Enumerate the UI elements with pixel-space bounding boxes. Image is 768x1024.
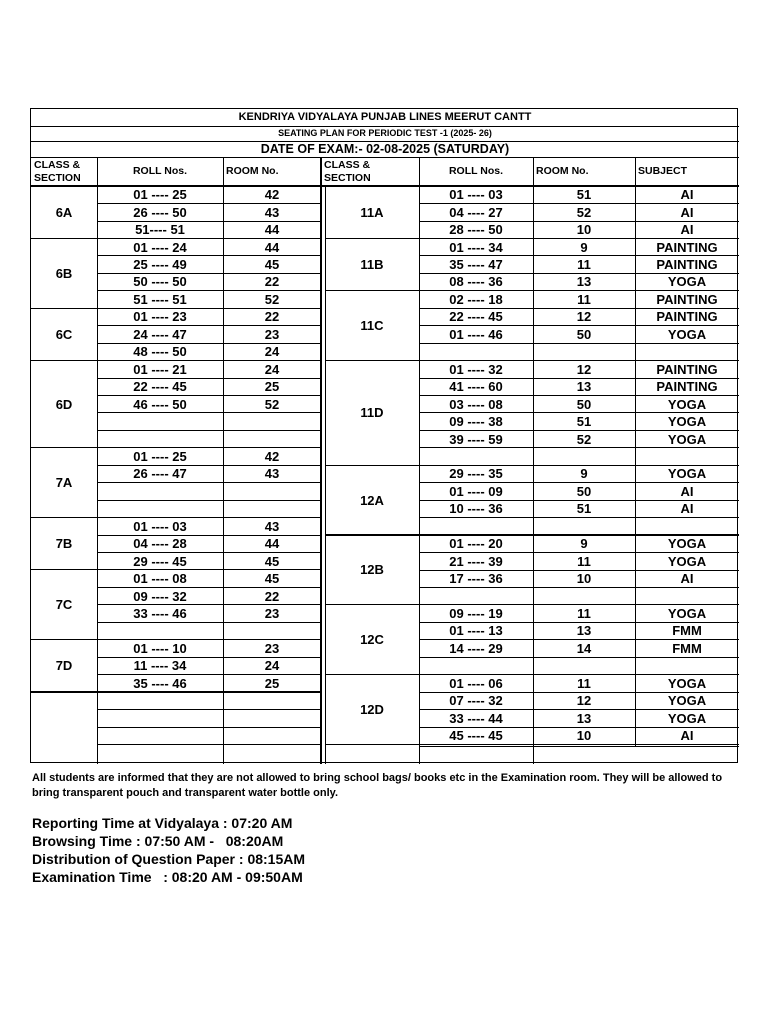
class-section: 6B <box>55 265 73 281</box>
exam-date: DATE OF EXAM:- 02-08-2025 (SATURDAY) <box>260 141 510 156</box>
room-number: 43 <box>264 204 280 220</box>
room-number: 9 <box>580 239 588 255</box>
subject: YOGA <box>667 536 707 552</box>
roll-range: 01 ---- 20 <box>449 536 503 552</box>
subject <box>635 518 739 535</box>
roll-range: 01 ---- 03 <box>449 187 503 203</box>
room-number: 11 <box>577 291 591 307</box>
room-number: 50 <box>576 483 592 499</box>
room-number: 11 <box>577 606 591 622</box>
roll-range: 01 ---- 24 <box>133 239 187 255</box>
class-section: 6D <box>55 396 73 412</box>
reporting-time: Reporting Time at Vidyalaya : 07:20 AM <box>32 815 293 831</box>
subject <box>635 657 739 674</box>
room-number: 51 <box>576 414 592 430</box>
subject: YOGA <box>667 606 707 622</box>
roll-range: 24 ---- 47 <box>133 326 187 342</box>
class-section: 6C <box>55 326 73 342</box>
roll-range: 09 ---- 38 <box>449 414 503 430</box>
roll-range <box>97 692 223 709</box>
roll-range: 45 ---- 45 <box>449 728 503 744</box>
class-section: 7B <box>55 536 73 552</box>
room-number: 10 <box>576 571 592 587</box>
subject <box>635 343 739 360</box>
roll-range <box>419 518 533 535</box>
roll-range: 02 ---- 18 <box>449 291 503 307</box>
roll-range: 01 ---- 34 <box>449 239 503 255</box>
table-rule <box>419 746 739 747</box>
subject: FMM <box>672 640 702 656</box>
roll-range: 28 ---- 50 <box>449 222 503 238</box>
roll-range <box>419 448 533 465</box>
roll-range: 48 ---- 50 <box>133 344 187 360</box>
room-number: 43 <box>264 518 280 534</box>
subject: YOGA <box>667 431 707 447</box>
roll-range: 01 ---- 23 <box>133 309 187 325</box>
room-number: 11 <box>577 257 591 273</box>
room-number: 43 <box>264 466 280 482</box>
room-number: 12 <box>576 309 592 325</box>
class-section <box>31 692 97 762</box>
notice-text: All students are informed that they are not allowed to bring school bags/ books etc in the Examination room. They will be allowed to bring transparent pouch and transparent water bottle only. <box>32 772 723 799</box>
roll-range: 01 ---- 08 <box>133 571 187 587</box>
roll-range <box>419 657 533 674</box>
roll-range: 03 ---- 08 <box>449 396 503 412</box>
class-section: 12B <box>360 562 384 578</box>
room-number <box>533 657 635 674</box>
roll-range: 01 ---- 06 <box>449 675 503 691</box>
room-header: ROOM No. <box>536 165 589 177</box>
room-header: ROOM No. <box>226 165 279 177</box>
class-section: 6A <box>55 204 73 220</box>
room-number: 52 <box>264 396 280 412</box>
class-section: 12C <box>360 632 384 648</box>
subject: FMM <box>672 623 702 639</box>
roll-range: 01 ---- 10 <box>133 640 187 656</box>
room-number: 13 <box>576 274 592 290</box>
roll-range: 17 ---- 36 <box>449 571 503 587</box>
subject-header: SUBJECT <box>638 165 688 177</box>
subject: PAINTING <box>656 309 718 325</box>
room-number: 24 <box>264 344 280 360</box>
roll-range: 39 ---- 59 <box>449 431 503 447</box>
room-number: 11 <box>577 675 591 691</box>
room-number: 42 <box>264 448 280 464</box>
class-label: CLASS & <box>34 158 81 171</box>
roll-range: 09 ---- 19 <box>449 606 503 622</box>
roll-range: 01 ---- 25 <box>133 187 187 203</box>
roll-range: 22 ---- 45 <box>449 309 503 325</box>
roll-range: 35 ---- 47 <box>449 257 503 273</box>
class-section: 11C <box>360 318 384 334</box>
roll-range <box>97 622 223 639</box>
roll-range <box>419 343 533 360</box>
room-number <box>533 518 635 535</box>
roll-range: 10 ---- 36 <box>449 501 503 517</box>
class-section: 11A <box>360 204 384 220</box>
roll-range: 26 ---- 47 <box>133 466 187 482</box>
class-section: 7C <box>55 597 73 613</box>
room-number <box>533 587 635 604</box>
class-section-header <box>321 157 419 186</box>
room-number: 9 <box>580 466 588 482</box>
roll-header: ROLL Nos. <box>448 165 504 177</box>
room-number: 44 <box>264 239 280 255</box>
room-number <box>223 483 321 500</box>
room-number: 50 <box>576 326 592 342</box>
roll-range: 33 ---- 44 <box>449 710 503 726</box>
roll-range: 33 ---- 46 <box>133 606 187 622</box>
room-number: 23 <box>264 326 280 342</box>
roll-range <box>97 727 223 744</box>
roll-range: 01 ---- 13 <box>449 623 503 639</box>
class-section: 7D <box>55 658 73 674</box>
roll-range: 11 ---- 34 <box>133 658 187 674</box>
room-number: 45 <box>264 553 280 569</box>
school-name: KENDRIYA VIDYALAYA PUNJAB LINES MEERUT CANTT <box>238 111 532 123</box>
roll-range: 09 ---- 32 <box>133 588 187 604</box>
subject: YOGA <box>667 326 707 342</box>
room-number: 22 <box>264 309 280 325</box>
subject: YOGA <box>667 396 707 412</box>
room-number: 25 <box>264 675 280 691</box>
roll-range: 51 ---- 51 <box>133 291 187 307</box>
subject: YOGA <box>667 274 707 290</box>
room-number <box>533 448 635 465</box>
roll-range: 26 ---- 50 <box>133 204 187 220</box>
roll-header: ROLL Nos. <box>132 165 188 177</box>
roll-range: 07 ---- 32 <box>449 693 503 709</box>
subject: AI <box>680 204 694 220</box>
room-number <box>223 692 321 709</box>
room-number: 42 <box>264 187 280 203</box>
roll-range <box>97 744 223 761</box>
room-number <box>223 413 321 430</box>
subject: YOGA <box>667 414 707 430</box>
roll-range <box>419 587 533 604</box>
class-section: 7A <box>55 475 73 491</box>
roll-range: 35 ---- 46 <box>133 675 187 691</box>
roll-range <box>97 710 223 727</box>
room-number <box>223 710 321 727</box>
roll-range: 01 ---- 32 <box>449 361 503 377</box>
room-number <box>533 343 635 360</box>
room-number: 22 <box>264 274 280 290</box>
roll-range <box>97 500 223 517</box>
roll-range: 01 ---- 21 <box>133 361 187 377</box>
room-number: 13 <box>576 710 592 726</box>
room-number: 23 <box>264 606 280 622</box>
room-number: 45 <box>264 257 280 273</box>
room-number: 10 <box>576 222 592 238</box>
class-label: CLASS & <box>324 158 371 171</box>
roll-range: 21 ---- 39 <box>449 553 503 569</box>
room-number: 50 <box>576 396 592 412</box>
roll-range: 46 ---- 50 <box>133 396 187 412</box>
room-number: 52 <box>576 431 592 447</box>
roll-range: 50 ---- 50 <box>133 274 187 290</box>
roll-range: 41 ---- 60 <box>449 379 503 395</box>
roll-range: 08 ---- 36 <box>449 274 503 290</box>
room-number <box>223 727 321 744</box>
subject: YOGA <box>667 710 707 726</box>
room-number: 24 <box>264 658 280 674</box>
seating-plan-table <box>30 108 738 763</box>
room-number: 24 <box>264 361 280 377</box>
subject: PAINTING <box>656 239 718 255</box>
room-number <box>223 500 321 517</box>
roll-range: 22 ---- 45 <box>133 379 187 395</box>
subject: PAINTING <box>656 361 718 377</box>
room-number: 51 <box>576 501 592 517</box>
class-section-header <box>31 157 97 186</box>
class-section: 12A <box>360 492 384 508</box>
roll-range: 29 ---- 45 <box>133 553 187 569</box>
distribution-time: Distribution of Question Paper : 08:15AM <box>32 851 306 867</box>
room-number: 9 <box>580 536 588 552</box>
room-number: 13 <box>576 623 592 639</box>
subject: AI <box>680 571 694 587</box>
room-number: 14 <box>576 640 592 656</box>
room-number <box>223 430 321 447</box>
room-number <box>223 622 321 639</box>
room-number: 12 <box>576 693 592 709</box>
class-section: 11D <box>360 405 384 421</box>
room-number: 44 <box>264 536 280 552</box>
subject: AI <box>680 483 694 499</box>
roll-range <box>97 483 223 500</box>
room-number: 52 <box>264 291 280 307</box>
subject: AI <box>680 728 694 744</box>
roll-range <box>97 430 223 447</box>
room-number: 11 <box>577 553 591 569</box>
room-number: 52 <box>576 204 592 220</box>
room-number: 22 <box>264 588 280 604</box>
subject: YOGA <box>667 466 707 482</box>
subject: PAINTING <box>656 291 718 307</box>
room-number <box>223 744 321 761</box>
roll-range <box>97 413 223 430</box>
room-number: 23 <box>264 640 280 656</box>
roll-range: 25 ---- 49 <box>133 257 187 273</box>
roll-range: 14 ---- 29 <box>449 640 503 656</box>
room-number: 44 <box>264 222 280 238</box>
room-number: 10 <box>576 728 592 744</box>
browsing-time: Browsing Time : 07:50 AM - 08:20AM <box>32 833 284 849</box>
plan-title: SEATING PLAN FOR PERIODIC TEST -1 (2025- 26) <box>278 128 492 138</box>
subject <box>635 587 739 604</box>
subject: AI <box>680 501 694 517</box>
roll-range: 04 ---- 28 <box>133 536 187 552</box>
room-number: 45 <box>264 571 280 587</box>
examination-time: Examination Time : 08:20 AM - 09:50AM <box>32 869 303 885</box>
room-number: 12 <box>576 361 592 377</box>
roll-range: 01 ---- 03 <box>133 518 187 534</box>
roll-range: 04 ---- 27 <box>449 204 503 220</box>
subject: AI <box>680 222 694 238</box>
section-label: SECTION <box>324 171 371 184</box>
room-number: 25 <box>264 379 280 395</box>
room-number: 13 <box>576 379 592 395</box>
subject: AI <box>680 187 694 203</box>
subject: YOGA <box>667 675 707 691</box>
subject: YOGA <box>667 553 707 569</box>
section-label: SECTION <box>34 171 81 184</box>
subject <box>635 448 739 465</box>
roll-range: 29 ---- 35 <box>449 466 503 482</box>
roll-range: 01 ---- 46 <box>449 326 503 342</box>
room-number: 51 <box>576 187 592 203</box>
roll-range: 01 ---- 09 <box>449 483 503 499</box>
subject: YOGA <box>667 693 707 709</box>
subject: PAINTING <box>656 379 718 395</box>
class-section: 12D <box>360 701 384 717</box>
class-section: 11B <box>360 257 384 273</box>
roll-range: 01 ---- 25 <box>133 448 187 464</box>
subject: PAINTING <box>656 257 718 273</box>
roll-range: 51---- 51 <box>135 222 185 238</box>
